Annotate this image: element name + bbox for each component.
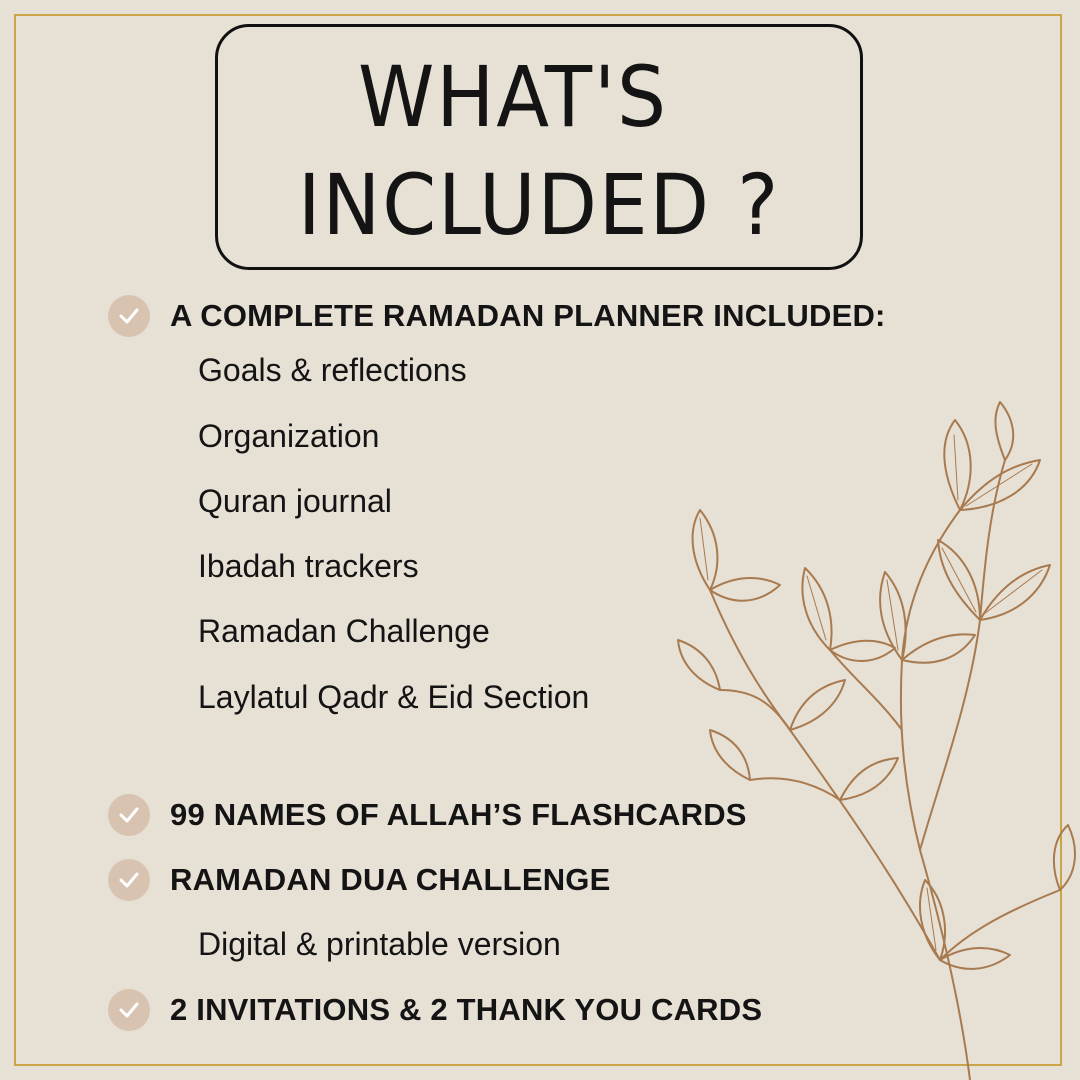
sub-item: Digital & printable version [198,926,561,962]
sub-item: Ibadah trackers [198,548,419,584]
sub-item: Quran journal [198,483,392,519]
included-item-planner [108,294,886,338]
item-heading: 2 INVITATIONS & 2 THANK YOU CARDS [170,992,763,1027]
title-box [215,24,863,270]
sub-item: Organization [198,418,380,454]
check-circle-icon [108,859,150,901]
sub-item: Ramadan Challenge [198,613,490,649]
included-item-flashcards [108,793,747,837]
item-heading: RAMADAN DUA CHALLENGE [170,862,611,897]
check-circle-icon [108,794,150,836]
title-line-2: INCLUDED ? [297,156,781,254]
included-item-cards [108,988,762,1032]
check-circle-icon [108,295,150,337]
item-heading: A COMPLETE RAMADAN PLANNER INCLUDED: [170,298,886,333]
sub-item: Goals & reflections [198,352,467,388]
check-circle-icon [108,989,150,1031]
title-line-1: WHAT'S [358,48,668,146]
included-item-dua-challenge [108,858,610,902]
botanical-branch-illustration [640,400,1080,1080]
item-heading: 99 NAMES OF ALLAH’S FLASHCARDS [170,797,747,832]
sub-item: Laylatul Qadr & Eid Section [198,679,590,715]
